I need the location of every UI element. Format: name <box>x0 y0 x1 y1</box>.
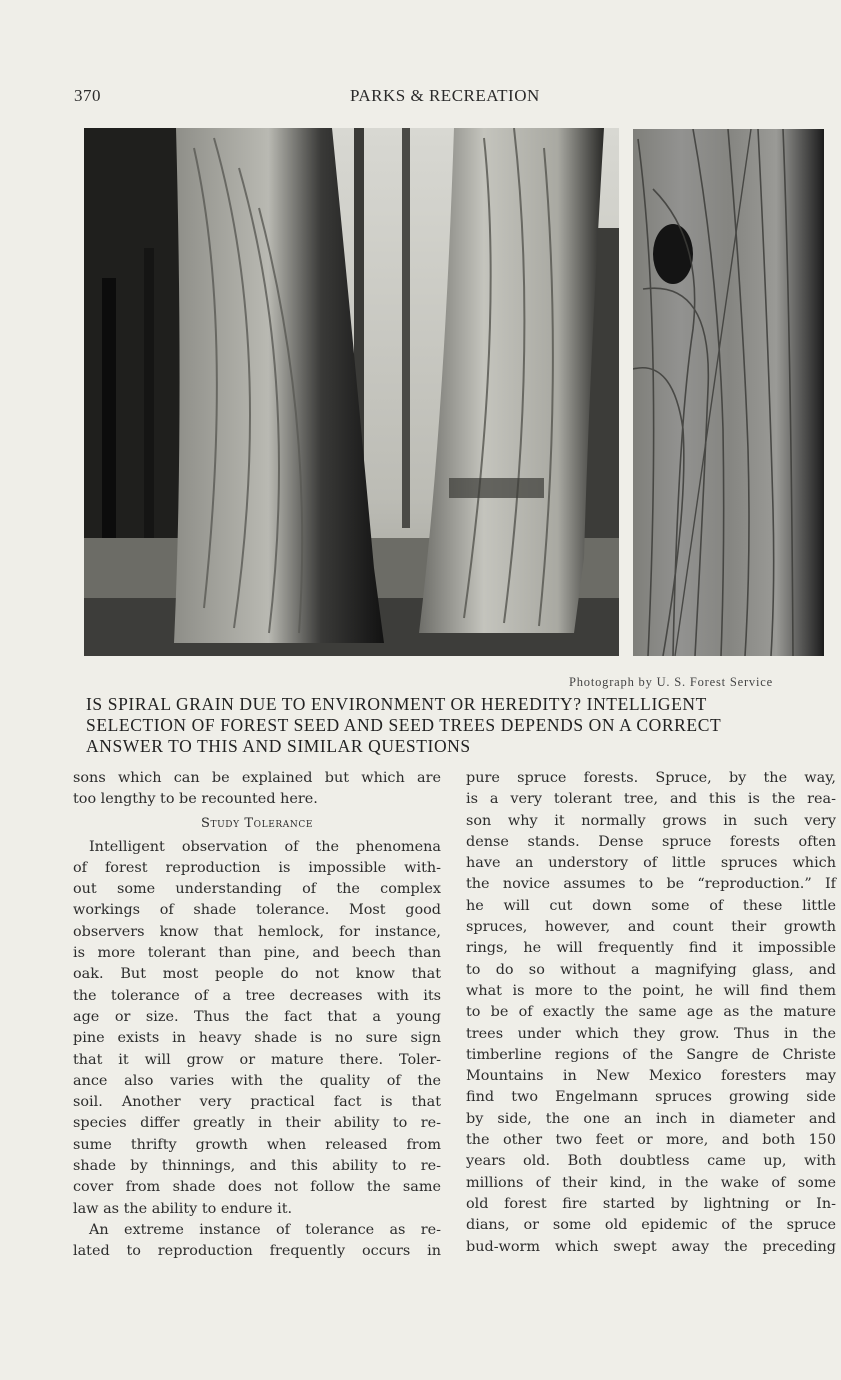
text-line: spruces, however, and count their growth <box>466 919 836 936</box>
wood-grain-board-icon <box>633 129 824 656</box>
text-line: timberline regions of the Sangre de Christe <box>466 1046 836 1063</box>
text-line: dense stands. Dense spruce forests often <box>466 833 836 850</box>
text-line: the tolerance of a tree decreases with its <box>73 987 441 1004</box>
text-line: Intelligent observation of the phenomena <box>89 838 441 855</box>
text-line: age or size. Thus the fact that a young <box>73 1008 441 1025</box>
figure-caption <box>86 694 828 757</box>
text-line: have an understory of little spruces which <box>466 855 836 872</box>
text-line: find two Engelmann spruces growing side <box>466 1089 836 1106</box>
text-line: old forest fire started by lightning or In- <box>466 1195 836 1212</box>
text-line: years old. Both doubtless came up, with <box>466 1153 836 1170</box>
caption-line: IS SPIRAL GRAIN DUE TO ENVIRONMENT OR HEREDITY? INTELLIGENT <box>86 694 707 714</box>
text-line: is a very tolerant tree, and this is the rea- <box>466 791 836 808</box>
text-line: Mountains in New Mexico foresters may <box>466 1068 836 1085</box>
journal-title: PARKS & RECREATION <box>350 86 540 105</box>
text-line: by side, the one an inch in diameter and <box>466 1110 836 1127</box>
text-line: species differ greatly in their ability to re- <box>73 1115 441 1132</box>
text-line: sons which can be explained but which are <box>73 770 441 786</box>
text-line: son why it normally grows in such very <box>466 812 836 829</box>
text-line: soil. Another very practical fact is that <box>73 1094 441 1111</box>
text-line: sume thrifty growth when released from <box>73 1136 441 1153</box>
text-line: observers know that hemlock, for instance, <box>73 923 441 940</box>
text-line: too lengthy to be recounted here. <box>73 791 318 808</box>
text-line: millions of their kind, in the wake of some <box>466 1174 836 1191</box>
text-line: rings, he will frequently find it impossible <box>466 940 836 957</box>
text-line: bud-worm which swept away the preceding <box>466 1238 836 1255</box>
text-line: to be of exactly the same age as the mature <box>466 1004 836 1021</box>
text-line: pure spruce forests. Spruce, by the way, <box>466 770 836 786</box>
text-line: he will cut down some of these little <box>466 897 836 914</box>
forest-trunks-photo <box>84 128 619 656</box>
caption-line: SELECTION OF FOREST SEED AND SEED TREES DEPENDS ON A CORRECT <box>86 715 722 735</box>
page-header <box>74 86 774 110</box>
text-line: pine exists in heavy shade is no sure sign <box>73 1030 441 1047</box>
text-line: ance also varies with the quality of the <box>73 1072 441 1089</box>
text-line: to do so without a magnifying glass, and <box>466 961 836 978</box>
text-line: shade by thinnings, and this ability to re- <box>73 1158 441 1175</box>
text-line: oak. But most people do not know that <box>73 966 441 983</box>
text-line: trees under which they grow. Thus in the <box>466 1025 836 1042</box>
text-line: workings of shade tolerance. Most good <box>73 902 441 919</box>
text-line: what is more to the point, he will find them <box>466 982 836 999</box>
text-line: An extreme instance of tolerance as re- <box>89 1221 441 1238</box>
page-number: 370 <box>74 86 101 105</box>
text-line: law as the ability to endure it. <box>73 1200 293 1217</box>
text-line: dians, or some old epidemic of the spruce <box>466 1217 836 1234</box>
photo-credit: Photograph by U. S. Forest Service <box>569 675 773 689</box>
forest-spiral-grain-trunks-icon <box>84 128 619 656</box>
text-line: out some understanding of the complex <box>73 881 441 898</box>
text-line: of forest reproduction is impossible with- <box>73 859 441 876</box>
text-line: is more tolerant than pine, and beech than <box>73 945 441 962</box>
text-line: that it will grow or mature there. Toler- <box>73 1051 441 1068</box>
section-subheading: Study Tolerance <box>201 815 313 831</box>
text-line: lated to reproduction frequently occurs in <box>73 1243 441 1260</box>
text-line: the novice assumes to be “reproduction.” If <box>466 876 836 893</box>
left-text-column <box>73 768 441 1263</box>
text-line: cover from shade does not follow the same <box>73 1179 441 1196</box>
right-text-column <box>466 768 836 1258</box>
caption-line: ANSWER TO THIS AND SIMILAR QUESTIONS <box>86 736 471 756</box>
text-line: the other two feet or more, and both 150 <box>466 1132 836 1149</box>
wood-grain-photo <box>633 129 824 656</box>
